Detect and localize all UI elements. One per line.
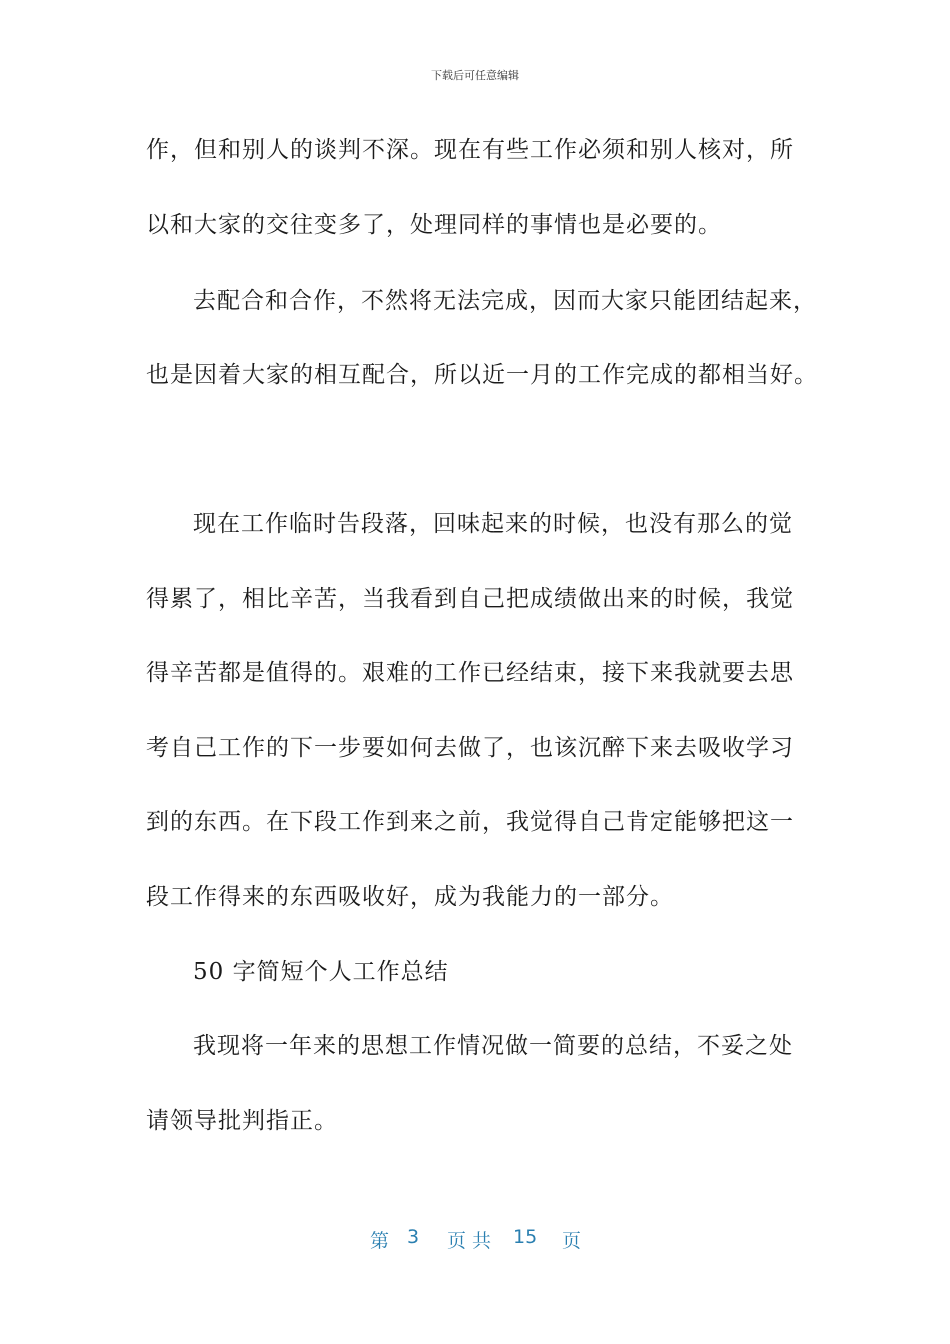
footer-page-label: 第 xyxy=(370,1230,390,1252)
paragraph-line: 得累了，相比辛苦，当我看到自己把成绩做出来的时候，我觉 xyxy=(146,586,794,612)
paragraph-line: 现在工作临时告段落，回味起来的时候，也没有那么的觉 xyxy=(193,511,793,537)
footer-total-number: 15 xyxy=(513,1226,538,1248)
paragraph-line: 以和大家的交往变多了，处理同样的事情也是必要的。 xyxy=(146,212,722,238)
paragraph-line: 请领导批判指正。 xyxy=(146,1108,338,1134)
paragraph-line: 得辛苦都是值得的。艰难的工作已经结束，接下来我就要去思 xyxy=(146,660,794,686)
paragraph-line: 我现将一年来的思想工作情况做一简要的总结，不妥之处 xyxy=(193,1033,793,1059)
paragraph-line: 段工作得来的东西吸收好，成为我能力的一部分。 xyxy=(146,884,674,910)
paragraph-line: 到的东西。在下段工作到来之前，我觉得自己肯定能够把这一 xyxy=(146,809,794,835)
footer-page-suffix: 页 xyxy=(562,1230,582,1252)
section-heading: 50 字简短个人工作总结 xyxy=(193,959,449,985)
paragraph-line: 也是因着大家的相互配合，所以近一月的工作完成的都相当好。 xyxy=(146,362,818,388)
paragraph-line: 作，但和别人的谈判不深。现在有些工作必须和别人核对，所 xyxy=(146,137,794,163)
footer-page-number: 3 xyxy=(407,1226,420,1248)
footer-total-label: 页 共 xyxy=(447,1230,492,1252)
paragraph-line: 考自己工作的下一步要如何去做了，也该沉醉下来去吸收学习 xyxy=(146,735,794,761)
page-header: 下载后可任意编辑 xyxy=(431,69,519,82)
paragraph-line: 去配合和合作，不然将无法完成，因而大家只能团结起来， xyxy=(193,288,817,314)
